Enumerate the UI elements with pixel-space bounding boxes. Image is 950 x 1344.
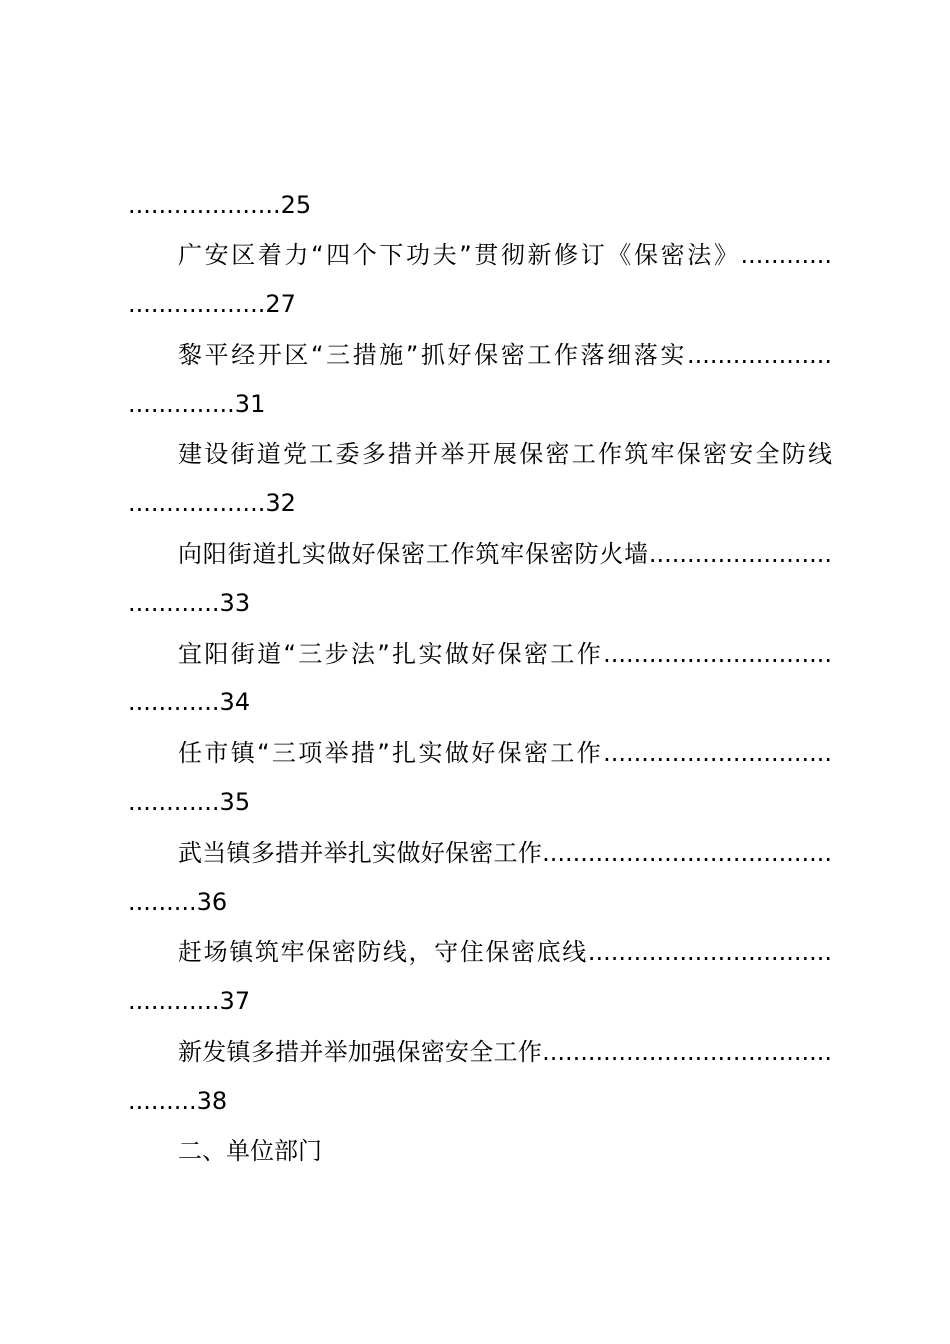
toc-line: ..............31	[128, 390, 266, 418]
toc-line: ............34	[128, 688, 251, 716]
toc-entry-title: 任市镇“三项举措”扎实做好保密工作..............................	[178, 739, 832, 767]
toc-entry-title: 宜阳街道“三步法”扎实做好保密工作..............................	[178, 640, 832, 668]
toc-entry-title: 向阳街道扎实做好保密工作筑牢保密防火墙........................	[178, 540, 832, 568]
toc-line: ............33	[128, 589, 251, 617]
toc-line: ............37	[128, 987, 251, 1015]
section-heading: 二、单位部门	[178, 1137, 322, 1165]
toc-entry-title: 武当镇多措并举扎实做好保密工作......................................	[178, 839, 832, 867]
toc-entry-title: 建设街道党工委多措并举开展保密工作筑牢保密安全防线	[178, 440, 832, 468]
toc-entry-title: 广安区着力“四个下功夫”贯彻新修订《保密法》............	[178, 241, 832, 269]
toc-line: ............35	[128, 788, 251, 816]
toc-line: ..................27	[128, 290, 296, 318]
toc-line: ....................25	[128, 191, 312, 219]
toc-line: .........36	[128, 888, 228, 916]
toc-entry-title: 黎平经开区“三措施”抓好保密工作落细落实...................	[178, 341, 832, 369]
toc-line: ..................32	[128, 489, 296, 517]
toc-entry-title: 新发镇多措并举加强保密安全工作......................................	[178, 1038, 832, 1066]
toc-line: .........38	[128, 1087, 228, 1115]
toc-entry-title: 赶场镇筑牢保密防线，守住保密底线................................	[178, 938, 832, 966]
